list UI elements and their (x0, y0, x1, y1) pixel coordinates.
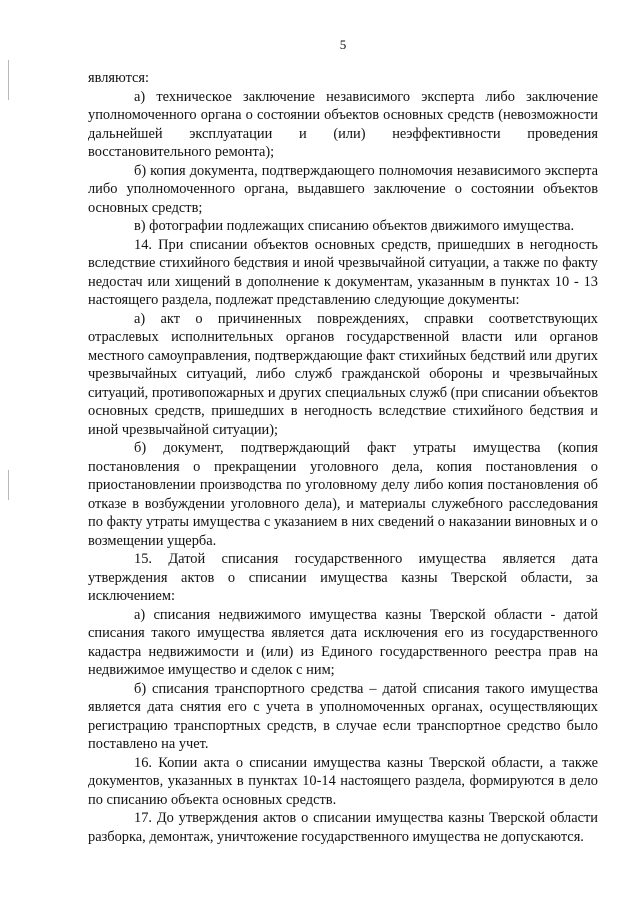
document-body (88, 69, 598, 846)
paragraph-item-a: а) техническое заключение независимого эксперта либо заключение уполномоченного органа о состоянии объектов основных средств (невозможности дальнейшей эксплуатации и (или) неэффективности проведения восстановительного ремонта); (88, 88, 598, 160)
paragraph-clause-14-a: а) акт о причиненных повреждениях, справки соответствующих отраслевых исполнительных органов государственной власти или органов местного самоуправления, подтверждающие факт стихийных бедствий или других чрезвычайных ситуаций, либо служб гражданской обороны и чрезвычайных ситуаций, противопожарных и других специальных служб (при списании объектов основных средств, пришедших в негодность вследствие стихийного бедствия и иной чрезвычайной ситуации); (88, 310, 598, 438)
paragraph-clause-17: 17. До утверждения актов о списании имущества казны Тверской области разборка, демонтаж, уничтожение государственного имущества не допускаются. (88, 810, 598, 845)
paragraph-item-b: б) копия документа, подтверждающего полномочия независимого эксперта либо уполномоченного органа, выдавшего заключение о состоянии объектов основных средств; (88, 162, 598, 216)
scan-edge-mark (8, 470, 9, 500)
paragraph-item-v: в) фотографии подлежащих списанию объектов движимого имущества. (134, 218, 575, 234)
scan-edge-mark (8, 60, 9, 100)
paragraph-clause-15-b: б) списания транспортного средства – датой списания такого имущества является дата снятия его с учета в уполномоченных органах, осуществляющих регистрацию транспортных средств, в случае если транспортное средство было поставлено на учет. (88, 680, 598, 752)
paragraph-clause-14: 14. При списании объектов основных средств, пришедших в негодность вследствие стихийного бедствия и иной чрезвычайной ситуации, а также по факту недостач или хищений в дополнение к документам, указанным в пунктах 10 - 13 настоящего раздела, подлежат представлению следующие документы: (88, 236, 598, 308)
paragraph-clause-15: 15. Датой списания государственного имущества является дата утверждения актов о списании имущества казны Тверской области, за исключением: (88, 551, 598, 604)
paragraph-clause-16: 16. Копии акта о списании имущества казны Тверской области, а также документов, указанных в пунктах 10-14 настоящего раздела, формируются в дело по списанию объекта основных средств. (88, 754, 598, 808)
paragraph-intro: являются: (88, 70, 150, 86)
paragraph-clause-14-b: б) документ, подтверждающий факт утраты имущества (копия постановления о прекращении уголовного дела, копия постановления о приостановлении производства по уголовному делу либо копия постановления об отказе в возбуждении уголовного дела), и материалы служебного расследования по факту утраты имущества с указанием в них сведений о наказании виновных и о возмещении ущерба. (88, 440, 598, 549)
page-number: 5 (339, 37, 347, 52)
paragraph-clause-15-a: а) списания недвижимого имущества казны Тверской области - датой списания такого имущества является дата исключения его из государственного кадастра недвижимости и (или) из Единого государственного реестра прав на недвижимое имущество и сделок с ним; (88, 606, 598, 678)
